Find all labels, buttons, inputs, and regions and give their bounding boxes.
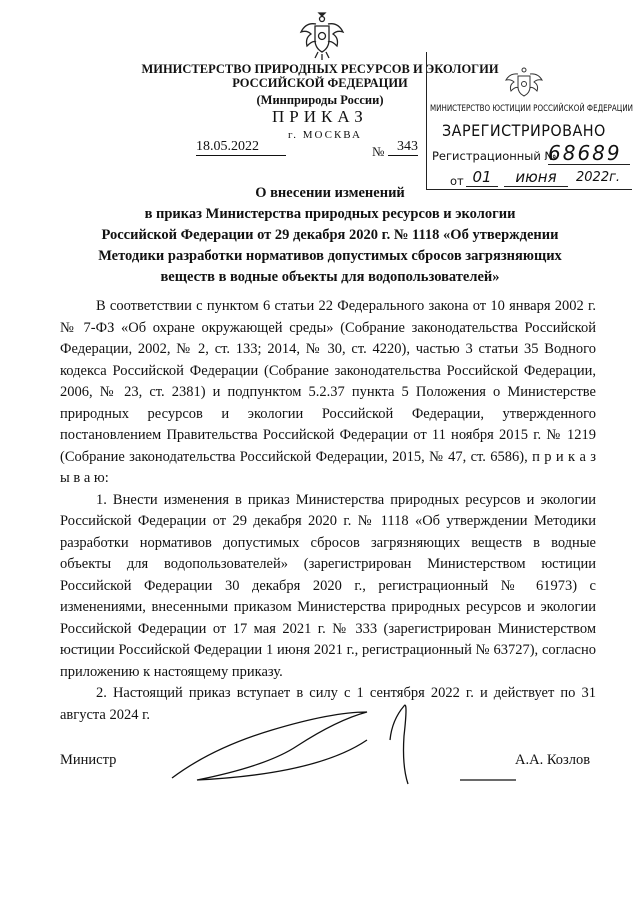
document-body [60, 296, 596, 726]
title-line5: веществ в водные объекты для водопользователей» [160, 269, 500, 285]
body-paragraph-item2: 2. Настоящий приказ вступает в силу с 1 сентября 2022 г. и действует по 31 августа 2024 г. [60, 685, 596, 723]
signatory-name: А.А. Козлов [515, 752, 591, 768]
title-line2: в приказ Министерства природных ресурсов и экологии [144, 206, 516, 222]
document-number: 343 [388, 138, 418, 156]
stamp-year-suffix: 22г. [592, 170, 621, 185]
document-title [60, 183, 600, 288]
ministry-short-name: (Минприроды России) [256, 93, 384, 107]
body-paragraph-item1: 1. Внести изменения в приказ Министерства природных ресурсов и экологии Российской Федерации от 29 декабря 2020 г. № 1118 «Об утверждении Методики разработки нормативов допустимых сбросов загрязняющих веществ в водные объекты для водопользователей» (зарегистрирован Министерством юстиции Российской Федерации 30 декабря 2020 г., регистрационный № 61973) с изменениями, внесенными приказом Министерства природных ресурсов и экологии Российской Федерации от 17 мая 2021 г. № 333 (зарегистрирован Министерством юстиции Российской Федерации 1 июня 2021 г., регистрационный № 63727), согласно приложению к настоящему приказу. [60, 491, 596, 680]
coat-of-arms-icon [298, 10, 346, 62]
document-date: 18.05.2022 [196, 138, 286, 156]
stamp-emblem-icon [504, 64, 544, 104]
stamp-registration-label: Регистрационный № [432, 149, 557, 163]
title-line4: Методики разработки нормативов допустимых сбросов загрязняющих [98, 248, 562, 264]
title-line1: О внесении изменений [255, 185, 405, 201]
ministry-name-line1: МИНИСТЕРСТВО ПРИРОДНЫХ РЕСУРСОВ И ЭКОЛОГИИ [141, 62, 499, 76]
stamp-month: июня [504, 168, 568, 187]
stamp-day: 01 [466, 168, 498, 187]
signatory-position: Министр [60, 752, 117, 768]
title-line3: Российской Федерации от 29 декабря 2020 г. № 1118 «Об утверждении [101, 227, 559, 243]
stamp-organization: МИНИСТЕРСТВО ЮСТИЦИИ РОССИЙСКОЙ ФЕДЕРАЦИИ [430, 104, 634, 114]
ministry-name-line2: РОССИЙСКОЙ ФЕДЕРАЦИИ [232, 76, 408, 90]
document-number-sign: № [372, 144, 385, 159]
document-type: ПРИКАЗ [272, 107, 368, 126]
body-paragraph-preamble: В соответствии с пунктом 6 статьи 22 Федерального закона от 10 января 2002 г. № 7-ФЗ «Об охране окружающей среды» (Собрание законодательства Российской Федерации, 2002, № 2, ст. 133; 2014, № 30, ст. 4220), частью 3 статьи 35 Водного кодекса Российской Федерации (Собрание законодательства Российской Федерации, 2006, № 23, ст. 2381) и подпунктом 5.2.37 пункта 5 Положения о Министерстве природных ресурсов и экологии Российской Федерации, утвержденного постановлением Правительства Российской Федерации от 11 ноября 2015 г. № 1219 (Собрание законодательства Российской Федерации, 2015, № 47, ст. 6586), п р и к а з ы в а ю: [60, 298, 596, 486]
stamp-from-label: от [450, 174, 464, 188]
stamp-status: ЗАРЕГИСТРИРОВАНО [442, 121, 606, 140]
stamp-registration-number: 68689 [548, 142, 630, 165]
handwritten-signature [160, 700, 520, 790]
document-city: г. МОСКВА [288, 129, 362, 141]
stamp-year-prefix: 20 [576, 170, 593, 185]
